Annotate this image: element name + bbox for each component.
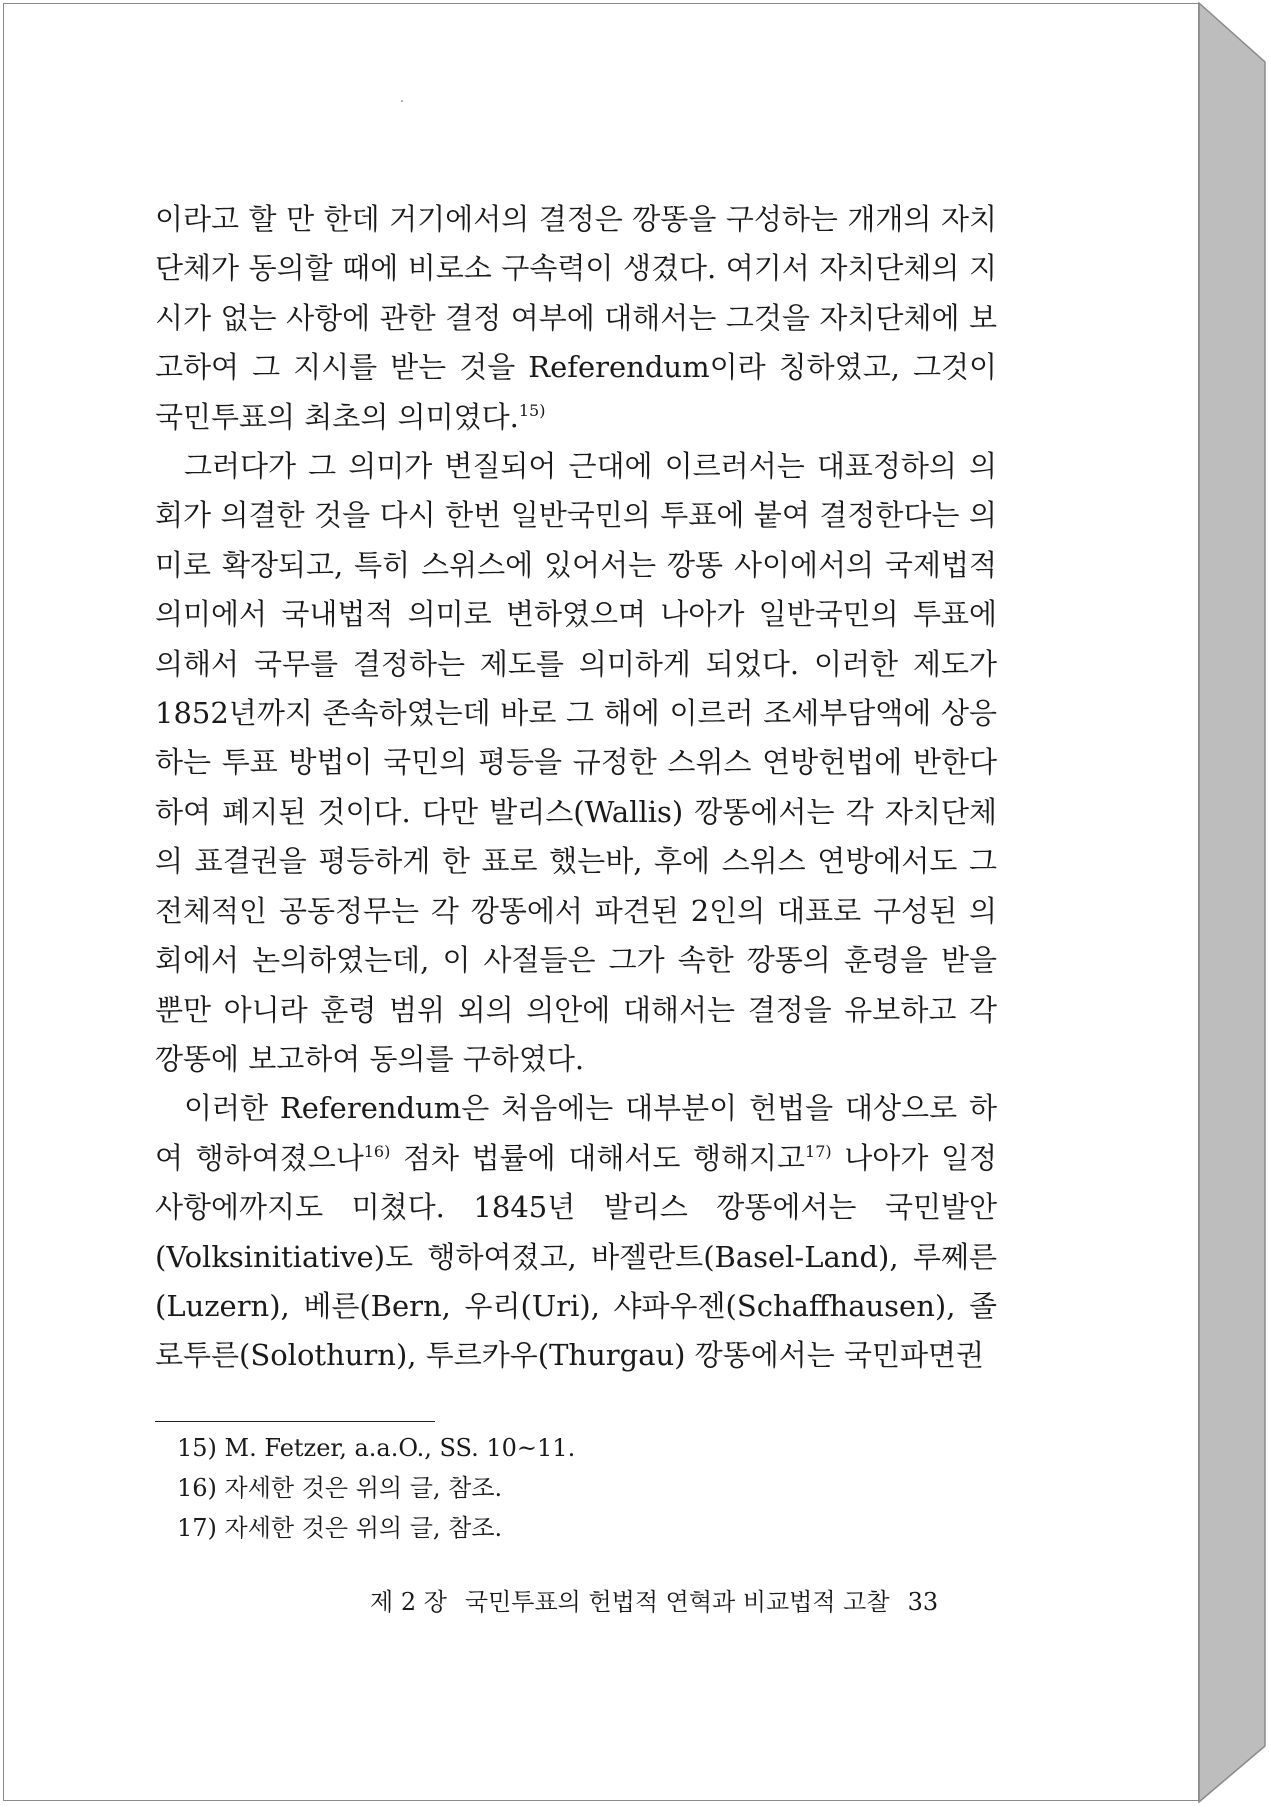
page-number: 33 xyxy=(907,1588,939,1616)
footnote: 16) 자세한 것은 위의 글, 참조. xyxy=(177,1474,503,1502)
footer-title: 국민투표의 헌법적 연혁과 비교법적 고찰 xyxy=(464,1588,890,1616)
paragraph xyxy=(155,1084,997,1380)
running-footer xyxy=(370,1582,970,1617)
footnote: 15) M. Fetzer, a.a.O., SS. 10~11. xyxy=(177,1434,576,1462)
paragraph xyxy=(155,442,997,1084)
body-text xyxy=(155,195,997,1381)
paragraph-text: 점차 법률에 대해서도 행해지고 xyxy=(390,1140,806,1175)
footnote-ref: 17) xyxy=(805,1141,832,1161)
footnote: 17) 자세한 것은 위의 글, 참조. xyxy=(177,1514,503,1542)
paragraph-text: 이라고 할 만 한데 거기에서의 결정은 깡똥을 구성하는 개개의 자치단체가 동의할 때에 비로소 구속력이 생겼다. 여기서 자치단체의 지시가 없는 사항에 관한 결정 여부에 대해서는 그것을 자치단체에 보고하여 그 지시를 받는 것을 Referendum이라 칭하였고, 그것이 국민투표의 최초의 의미였다. xyxy=(155,202,997,434)
footnote-ref: 15) xyxy=(518,400,546,420)
footnote-ref: 16) xyxy=(363,1141,391,1161)
footer-chapter: 제 2 장 xyxy=(370,1588,447,1616)
footnote-separator xyxy=(155,1421,435,1422)
paragraph xyxy=(155,195,997,442)
paragraph-text: 나아가 일정 사항에까지도 미쳤다. 1845년 발리스 깡똥에서는 국민발안(Volksinitiative)도 행하여졌고, 바젤란트(Basel-Land), 루쩨른(Luzern), 베른(Bern, 우리(Uri), 샤파우젠(Schaffhausen), 졸로투른(Solothurn), 투르카우(Thurgau) 깡똥에서는 국민파면권 xyxy=(155,1140,997,1373)
footnotes xyxy=(177,1428,977,1548)
paragraph-text: 이러한 Referendum은 처음에는 대부분이 헌법을 대상으로 하여 행하여졌으나 xyxy=(155,1091,997,1175)
scan-speck xyxy=(401,100,403,102)
paragraph-text: 그러다가 그 의미가 변질되어 근대에 이르러서는 대표정하의 의회가 의결한 것을 다시 한번 일반국민의 투표에 붙여 결정한다는 의미로 확장되고, 특히 스위스에 있어서는 깡똥 사이에서의 국제법적 의미에서 국내법적 의미로 변하였으며 나아가 일반국민의 투표에 의해서 국무를 결정하는 제도를 의미하게 되었다. 이러한 제도가 1852년까지 존속하였는데 바로 그 해에 이르러 조세부담액에 상응하는 투표 방법이 국민의 평등을 규정한 스위스 연방헌법에 반한다 하여 폐지된 것이다. 다만 발리스(Wallis) 깡똥에서는 각 자치단체의 표결권을 평등하게 한 표로 했는바, 후에 스위스 연방에서도 그 전체적인 공동정무는 각 깡똥에서 파견된 2인의 대표로 구성된 의회에서 논의하였는데, 이 사절들은 그가 속한 깡똥의 훈령을 받을 뿐만 아니라 훈령 범위 외의 의안에 대해서는 결정을 유보하고 각 깡똥에 보고하여 동의를 구하였다. xyxy=(155,449,997,1076)
